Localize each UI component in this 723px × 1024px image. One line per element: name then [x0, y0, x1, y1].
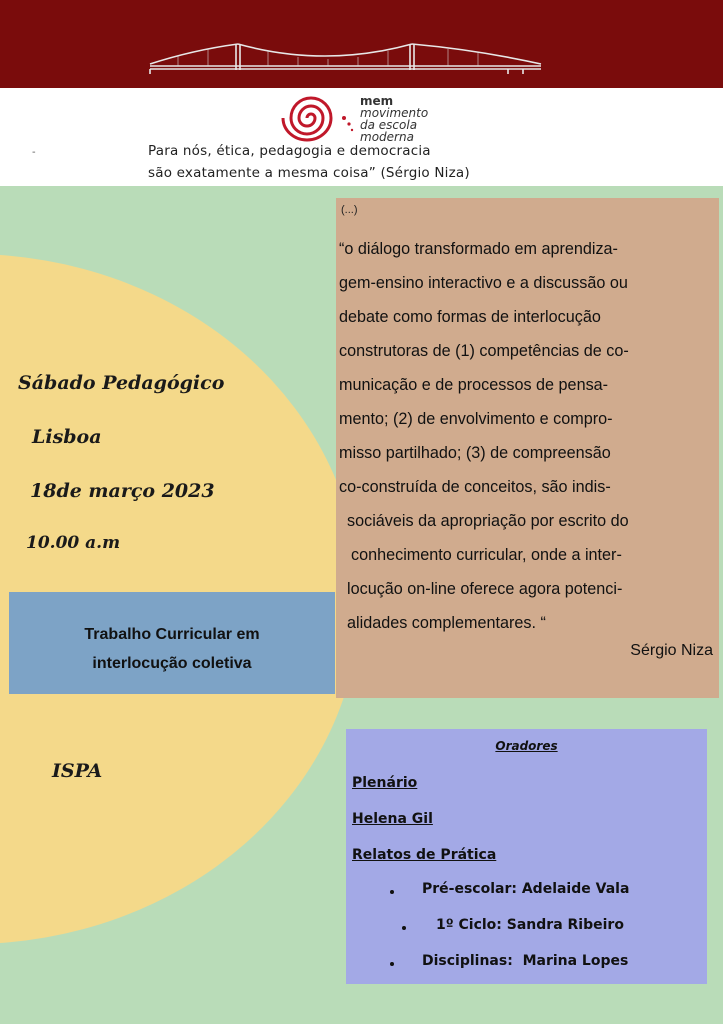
- logo-line-3: moderna: [360, 130, 414, 144]
- logo-line-1: movimento: [360, 106, 429, 120]
- quote-line: mento; (2) de envolvimento e compro-: [339, 410, 613, 428]
- quote-line: conhecimento curricular, onde a inter-: [351, 546, 622, 564]
- speakers-box: [346, 729, 707, 984]
- speaker-item: Disciplinas: Marina Lopes: [422, 953, 629, 969]
- decorative-dot: -: [32, 147, 36, 158]
- quote-line: alidades complementares. “: [347, 614, 546, 632]
- motto: [148, 140, 470, 184]
- event-date: 18de março 2023: [30, 480, 215, 502]
- bullet-icon: [390, 962, 394, 966]
- logo-line-2: da escola: [360, 118, 418, 132]
- bullet-icon: [402, 926, 406, 930]
- motto-line-2: são exatamente a mesma coisa” (Sérgio Niza): [148, 165, 470, 181]
- event-venue: ISPA: [52, 760, 103, 782]
- event-title: [9, 620, 335, 678]
- quote-line: gem-ensino interactivo e a discussão ou: [339, 274, 628, 292]
- logo-mem: mem: [360, 94, 394, 108]
- quote-box: [336, 198, 719, 698]
- quote-line: sociáveis da apropriação por escrito do: [347, 512, 629, 530]
- plenary-speaker: Helena Gil: [352, 811, 433, 827]
- spiral-logo-icon: [266, 88, 356, 146]
- title-line-1: Trabalho Curricular em: [84, 626, 260, 643]
- quote-line: debate como formas de interlocução: [339, 308, 601, 326]
- quote-line: misso partilhado; (3) de compreensão: [339, 444, 611, 462]
- quote-line: “o diálogo transformado em aprendiza-: [339, 240, 618, 258]
- practice-label: Relatos de Prática: [352, 847, 497, 863]
- motto-line-1: Para nós, ética, pedagogia e democracia: [148, 143, 431, 159]
- quote-line: construtoras de (1) competências de co-: [339, 342, 629, 360]
- event-name: Sábado Pedagógico: [18, 372, 225, 394]
- plenary-label: Plenário: [352, 775, 418, 791]
- event-city: Lisboa: [32, 426, 102, 448]
- event-time: 10.00 a.m: [26, 533, 121, 553]
- quote-author: Sérgio Niza: [630, 642, 713, 659]
- quote-text: [339, 232, 715, 640]
- logo-wordmark: [360, 95, 428, 143]
- bullet-icon: [390, 890, 394, 894]
- speaker-item: Pré-escolar: Adelaide Vala: [422, 881, 630, 897]
- quote-line: municação e de processos de pensa-: [339, 376, 609, 394]
- speaker-item: 1º Ciclo: Sandra Ribeiro: [436, 917, 624, 933]
- quote-line: co-construída de conceitos, são indis-: [339, 478, 611, 496]
- header-banner: [0, 0, 723, 88]
- quote-line: locução on-line oferece agora potenci-: [347, 580, 623, 598]
- bridge-icon: [148, 38, 543, 78]
- title-box: [9, 592, 335, 694]
- title-line-2: interlocução coletiva: [92, 655, 252, 672]
- quote-ellipsis: (...): [341, 204, 358, 216]
- speakers-heading: Oradores: [495, 739, 558, 753]
